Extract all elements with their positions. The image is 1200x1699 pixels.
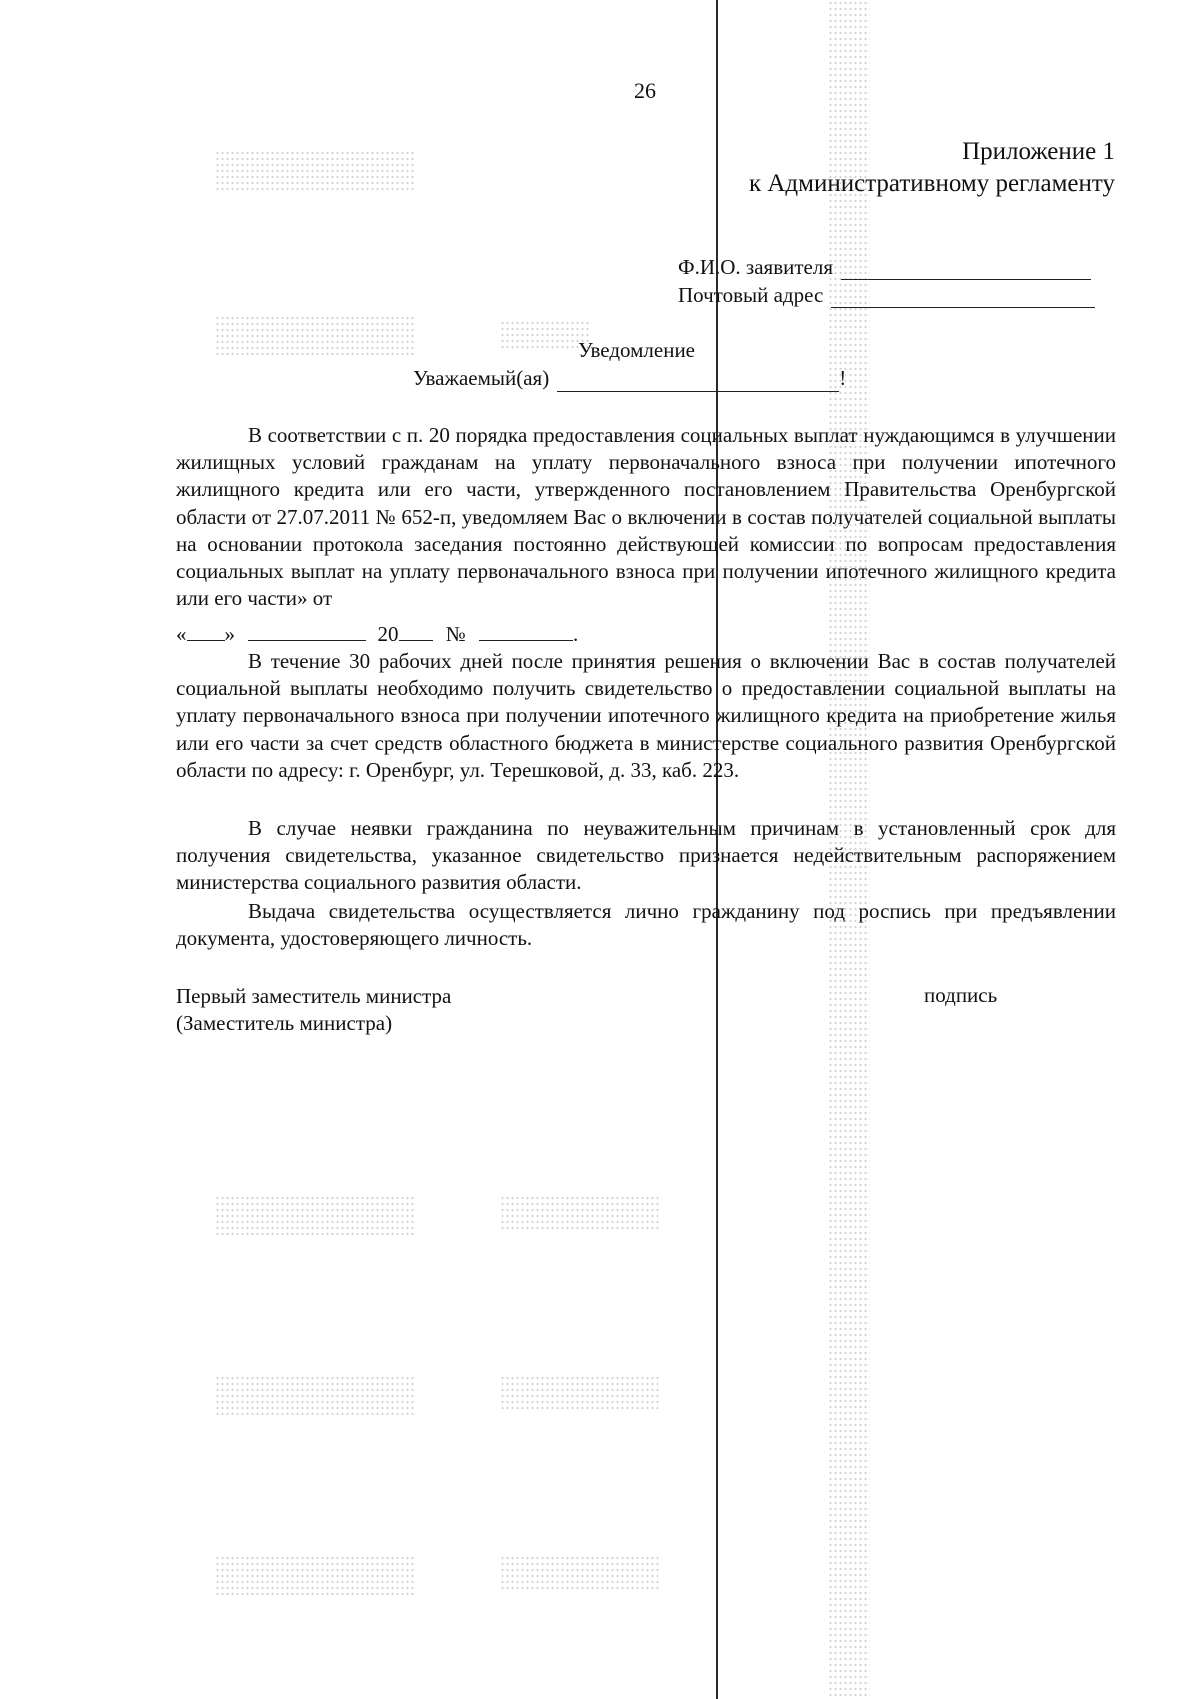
paragraph-text: В случае неявки гражданина по неуважительным причинам в установленный срок для получения свидетельства, указанное свидетельство признается недействительным распоряжением министерства социального развития области. <box>176 816 1116 895</box>
signatory-position-line-2: (Заместитель министра) <box>176 1011 393 1035</box>
notice-title: Уведомление <box>578 338 696 362</box>
appendix-title: Приложение 1 <box>962 138 1115 165</box>
postal-address-label: Почтовый адрес <box>678 283 824 307</box>
signatory-position <box>176 983 451 1037</box>
year-blank <box>399 620 433 641</box>
paragraph-text: В соответствии с п. 20 порядка предоставления социальных выплат нуждающимся в улучшении жилищных условий гражданам на уплату первоначального взноса при получении ипотечного жилищного кредита или его части, утвержденного постановлением Правительства Оренбургской области от 27.07.2011 № 652-п, уведомляем Вас о включении в состав получателей социальной выплаты на основании протокола заседания постоянно действующей комиссии по вопросам предоставления социальных выплат на уплату первоначального взноса при получении ипотечного жилищного кредита или его части» от <box>176 423 1116 611</box>
notice-paragraph-2 <box>176 648 1116 784</box>
protocol-number-blank <box>479 620 573 641</box>
day-blank <box>187 620 225 641</box>
paragraph-text: Выдача свидетельства осуществляется лично гражданину под роспись при предъявлении документа, удостоверяющего личность. <box>176 899 1116 951</box>
notice-paragraph-3 <box>176 815 1116 897</box>
year-prefix: 20 <box>377 622 399 646</box>
scan-noise <box>215 1195 415 1235</box>
scan-noise <box>500 1195 660 1230</box>
page-number: 26 <box>634 78 656 103</box>
postal-address-blank <box>831 285 1095 308</box>
salutation-prefix: Уважаемый(ая) <box>413 366 550 390</box>
scan-noise <box>215 315 415 355</box>
applicant-name-label: Ф.И.О. заявителя <box>678 255 833 279</box>
salutation-name-blank <box>557 369 839 392</box>
salutation-suffix: ! <box>839 366 847 390</box>
number-sign: № <box>445 622 466 646</box>
date-open-quote: « <box>176 622 187 646</box>
date-line-end: . <box>573 622 579 646</box>
scan-noise <box>215 1375 415 1415</box>
paragraph-text: В течение 30 рабочих дней после принятия решения о включении Вас в состав получателей социальной выплаты необходимо получить свидетельство о предоставлении социальной выплаты на уплату первоначального взноса при получении ипотечного жилищного кредита на приобретение жилья или его части за счет средств областного бюджета в министерстве социального развития Оренбургской области по адресу: г. Оренбург, ул. Терешковой, д. 33, каб. 223. <box>176 649 1116 782</box>
scan-noise <box>500 320 590 350</box>
notice-paragraph-4 <box>176 898 1116 952</box>
protocol-date-line <box>176 620 578 647</box>
scan-noise <box>500 1555 660 1590</box>
appendix-subtitle: к Административному регламенту <box>748 170 1115 197</box>
date-close-quote: » <box>224 622 235 646</box>
appendix-heading <box>749 136 1115 200</box>
postal-address-field <box>678 283 1095 308</box>
scan-noise <box>500 1375 660 1410</box>
signatory-position-line-1: Первый заместитель министра <box>176 984 452 1008</box>
notice-paragraph-1 <box>176 422 1116 612</box>
scan-noise <box>215 1555 415 1595</box>
month-blank <box>248 620 366 641</box>
applicant-name-blank <box>841 257 1091 280</box>
salutation-line <box>413 365 846 392</box>
signature-label: подпись <box>924 983 998 1007</box>
scan-noise <box>215 150 415 190</box>
applicant-name-field <box>678 255 1091 280</box>
